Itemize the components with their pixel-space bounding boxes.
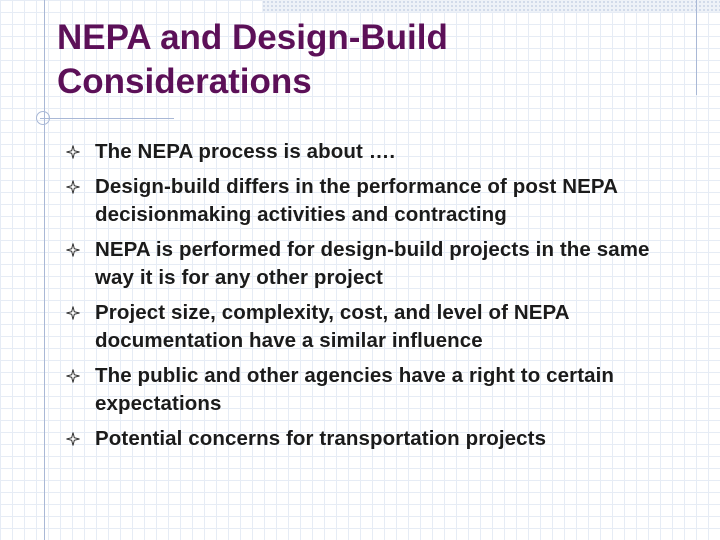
title-underline-rule	[40, 118, 174, 119]
bullet-text: The public and other agencies have a right to certain expectations	[95, 363, 615, 415]
bullet-item	[50, 299, 690, 356]
four-point-star-outline-icon	[50, 173, 95, 194]
bullet-item	[50, 362, 690, 419]
crosshair-ornament	[36, 111, 50, 125]
slide-title-line-2: Considerations	[57, 62, 312, 101]
bullet-text: Design-build differs in the performance of post NEPA decisionmaking activities and contracting	[95, 174, 618, 226]
bullet-text: Project size, complexity, cost, and level of NEPA documentation have a similar influence	[95, 300, 569, 352]
left-vertical-rule	[44, 0, 45, 540]
bullet-item	[50, 425, 690, 454]
bullet-text: Potential concerns for transportation projects	[95, 426, 547, 450]
bullet-item	[50, 173, 690, 230]
four-point-star-outline-icon	[50, 425, 95, 446]
bullet-item	[50, 236, 690, 293]
four-point-star-outline-icon	[50, 362, 95, 383]
four-point-star-outline-icon	[50, 299, 95, 320]
slide-title-line-1: NEPA and Design-Build	[57, 18, 448, 57]
bullet-item	[50, 138, 690, 167]
four-point-star-outline-icon	[50, 138, 95, 159]
bullet-text: The NEPA process is about ….	[95, 140, 396, 163]
bullet-text: NEPA is performed for design-build projects in the same way it is for any other project	[95, 237, 650, 289]
top-decorative-band	[262, 0, 720, 12]
slide-title	[57, 16, 697, 104]
four-point-star-outline-icon	[50, 236, 95, 257]
bullet-list	[50, 138, 690, 459]
